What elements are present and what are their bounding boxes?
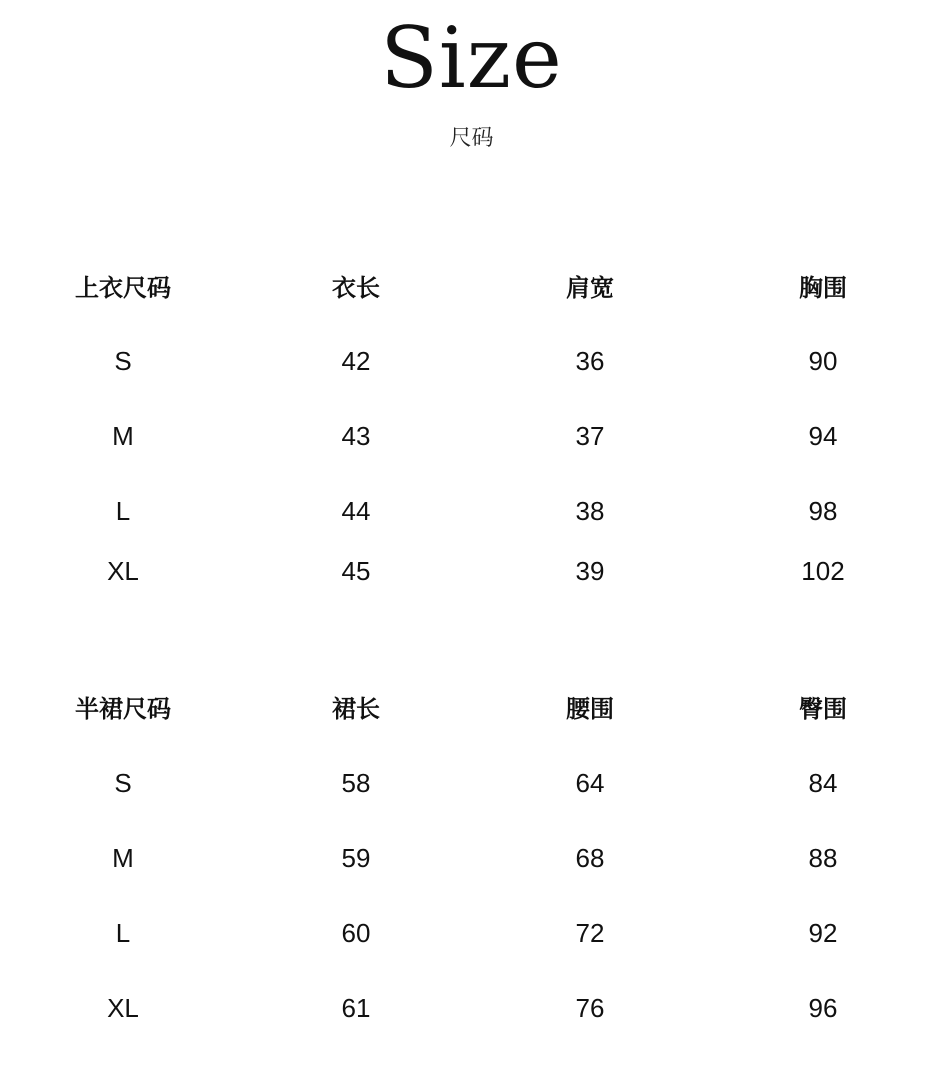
value-cell: 90 xyxy=(808,346,838,376)
value-cell: 38 xyxy=(575,496,605,526)
value-cell: 44 xyxy=(341,496,371,526)
size-cell: L xyxy=(115,496,131,526)
value-cell: 39 xyxy=(575,556,605,586)
value-cell: 37 xyxy=(575,421,605,451)
value-cell: 92 xyxy=(808,918,838,948)
size-cell: XL xyxy=(107,556,139,586)
table-row xyxy=(0,988,943,1028)
value-cell: 88 xyxy=(808,843,838,873)
header-cell: 臀围 xyxy=(799,695,847,723)
page-title: Size xyxy=(380,9,563,107)
value-cell: 76 xyxy=(575,993,605,1023)
value-cell: 36 xyxy=(575,346,605,376)
value-cell: 96 xyxy=(808,993,838,1023)
table-row xyxy=(0,491,943,531)
header-cell: 腰围 xyxy=(566,695,614,723)
value-cell: 94 xyxy=(808,421,838,451)
size-cell: M xyxy=(112,421,134,451)
table-row xyxy=(0,551,943,591)
value-cell: 84 xyxy=(808,768,838,798)
value-cell: 72 xyxy=(575,918,605,948)
header-cell: 胸围 xyxy=(799,274,847,302)
value-cell: 45 xyxy=(341,556,371,586)
table-row xyxy=(0,913,943,953)
table-header-row xyxy=(0,689,943,729)
value-cell: 102 xyxy=(801,556,845,586)
size-cell: L xyxy=(115,918,131,948)
size-cell: S xyxy=(114,346,132,376)
table-header-row xyxy=(0,268,943,308)
header-cell: 半裙尺码 xyxy=(75,695,171,723)
table-row xyxy=(0,341,943,381)
page-subtitle: 尺码 xyxy=(449,126,494,151)
value-cell: 68 xyxy=(575,843,605,873)
value-cell: 42 xyxy=(341,346,371,376)
size-cell: M xyxy=(112,843,134,873)
table-row xyxy=(0,416,943,456)
size-cell: S xyxy=(114,768,132,798)
value-cell: 61 xyxy=(341,993,371,1023)
table-row xyxy=(0,838,943,878)
header-cell: 上衣尺码 xyxy=(75,274,171,302)
value-cell: 60 xyxy=(341,918,371,948)
value-cell: 98 xyxy=(808,496,838,526)
value-cell: 43 xyxy=(341,421,371,451)
table-row xyxy=(0,763,943,803)
value-cell: 59 xyxy=(341,843,371,873)
header-cell: 肩宽 xyxy=(566,274,614,302)
header-cell: 衣长 xyxy=(332,274,380,302)
value-cell: 64 xyxy=(575,768,605,798)
size-cell: XL xyxy=(107,993,139,1023)
value-cell: 58 xyxy=(341,768,371,798)
header-cell: 裙长 xyxy=(332,695,380,723)
